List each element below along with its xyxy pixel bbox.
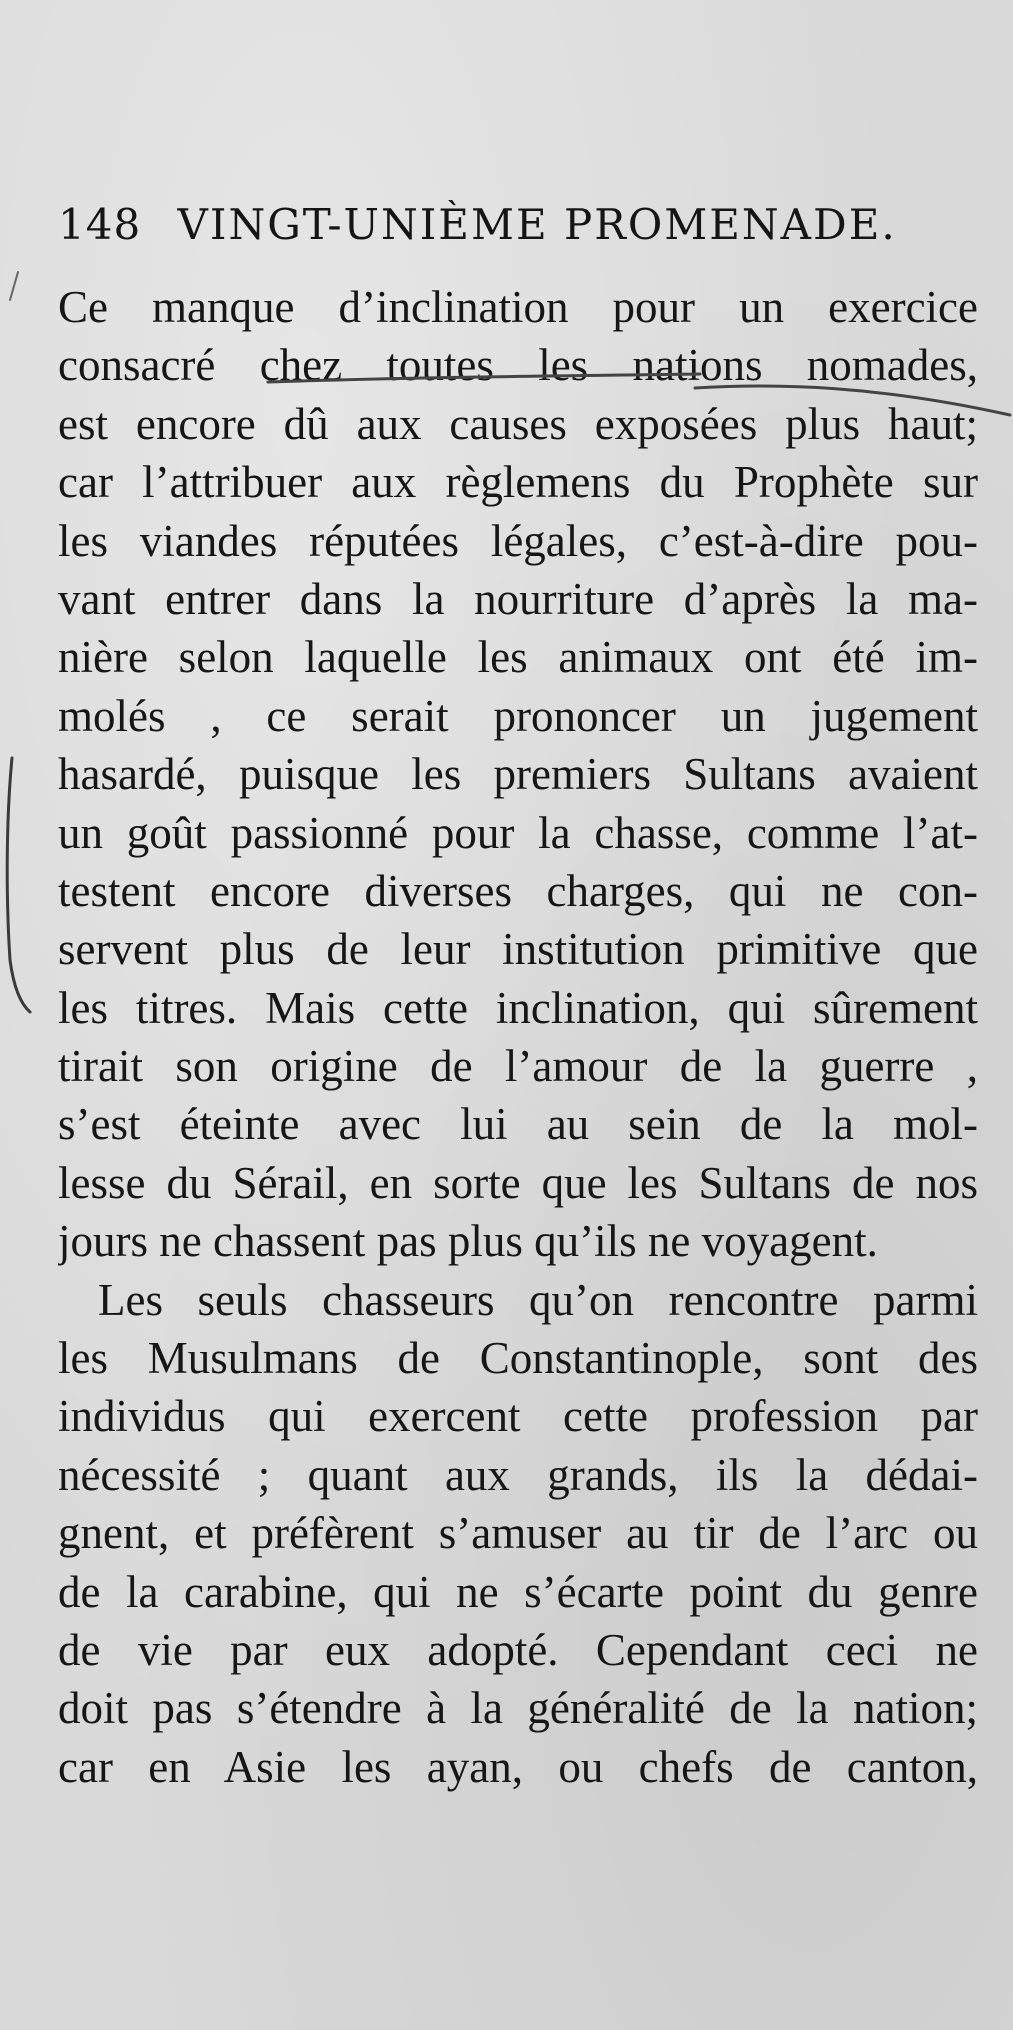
- text-line: tirait son origine de l’amour de la guerre ,: [58, 1041, 978, 1092]
- text-line: car en Asie les ayan, ou chefs de canton,: [58, 1741, 978, 1792]
- text-line: individus qui exercent cette profession par: [58, 1391, 978, 1442]
- text-line: servent plus de leur institution primitive que: [58, 924, 978, 975]
- text-line: hasardé, puisque les premiers Sultans avaient: [58, 749, 978, 800]
- pencil-margin-bracket: [7, 758, 30, 1012]
- text-line: un goût passionné pour la chasse, comme l’at-: [58, 807, 978, 858]
- pencil-tick: [10, 272, 18, 300]
- text-line: molés , ce serait prononcer un jugement: [58, 690, 978, 741]
- text-line: nière selon laquelle les animaux ont été im-: [58, 632, 978, 683]
- text-line: est encore dû aux causes exposées plus haut;: [58, 398, 978, 449]
- paragraph-2: [58, 1271, 978, 1797]
- text-line: s’est éteinte avec lui au sein de la mol-: [58, 1099, 978, 1150]
- page-number: 148: [58, 200, 142, 249]
- body-text: [58, 278, 978, 1796]
- text-line: vant entrer dans la nourriture d’après la ma-: [58, 573, 978, 624]
- text-line: Ce manque d’inclination pour un exercice: [58, 282, 978, 332]
- text-line: consacré chez toutes les nations nomades,: [58, 340, 978, 391]
- text-line: de vie par eux adopté. Cependant ceci ne: [58, 1624, 978, 1675]
- text-line: les Musulmans de Constantinople, sont des: [58, 1333, 978, 1384]
- paragraph-1: [58, 278, 978, 1271]
- text-line: doit pas s’étendre à la généralité de la nation;: [58, 1683, 978, 1734]
- text-line: de la carabine, qui ne s’écarte point du genre: [58, 1566, 978, 1617]
- text-line: Les seuls chasseurs qu’on rencontre parmi: [98, 1274, 978, 1325]
- page-header: [58, 200, 938, 260]
- text-line: gnent, et préfèrent s’amuser au tir de l’arc ou: [58, 1508, 978, 1559]
- text-line: car l’attribuer aux règlemens du Prophète sur: [58, 457, 978, 508]
- text-line: les titres. Mais cette inclination, qui sûrement: [58, 982, 978, 1033]
- text-line: nécessité ; quant aux grands, ils la dédai-: [58, 1449, 978, 1500]
- text-line: jours ne chassent pas plus qu’ils ne voyagent.: [58, 1216, 878, 1267]
- running-title: VINGT-UNIÈME PROMENADE.: [177, 200, 897, 249]
- text-line: testent encore diverses charges, qui ne con-: [58, 865, 978, 916]
- text-line: lesse du Sérail, en sorte que les Sultans de nos: [58, 1157, 978, 1208]
- text-line: les viandes réputées légales, c’est-à-dire pou-: [58, 515, 978, 566]
